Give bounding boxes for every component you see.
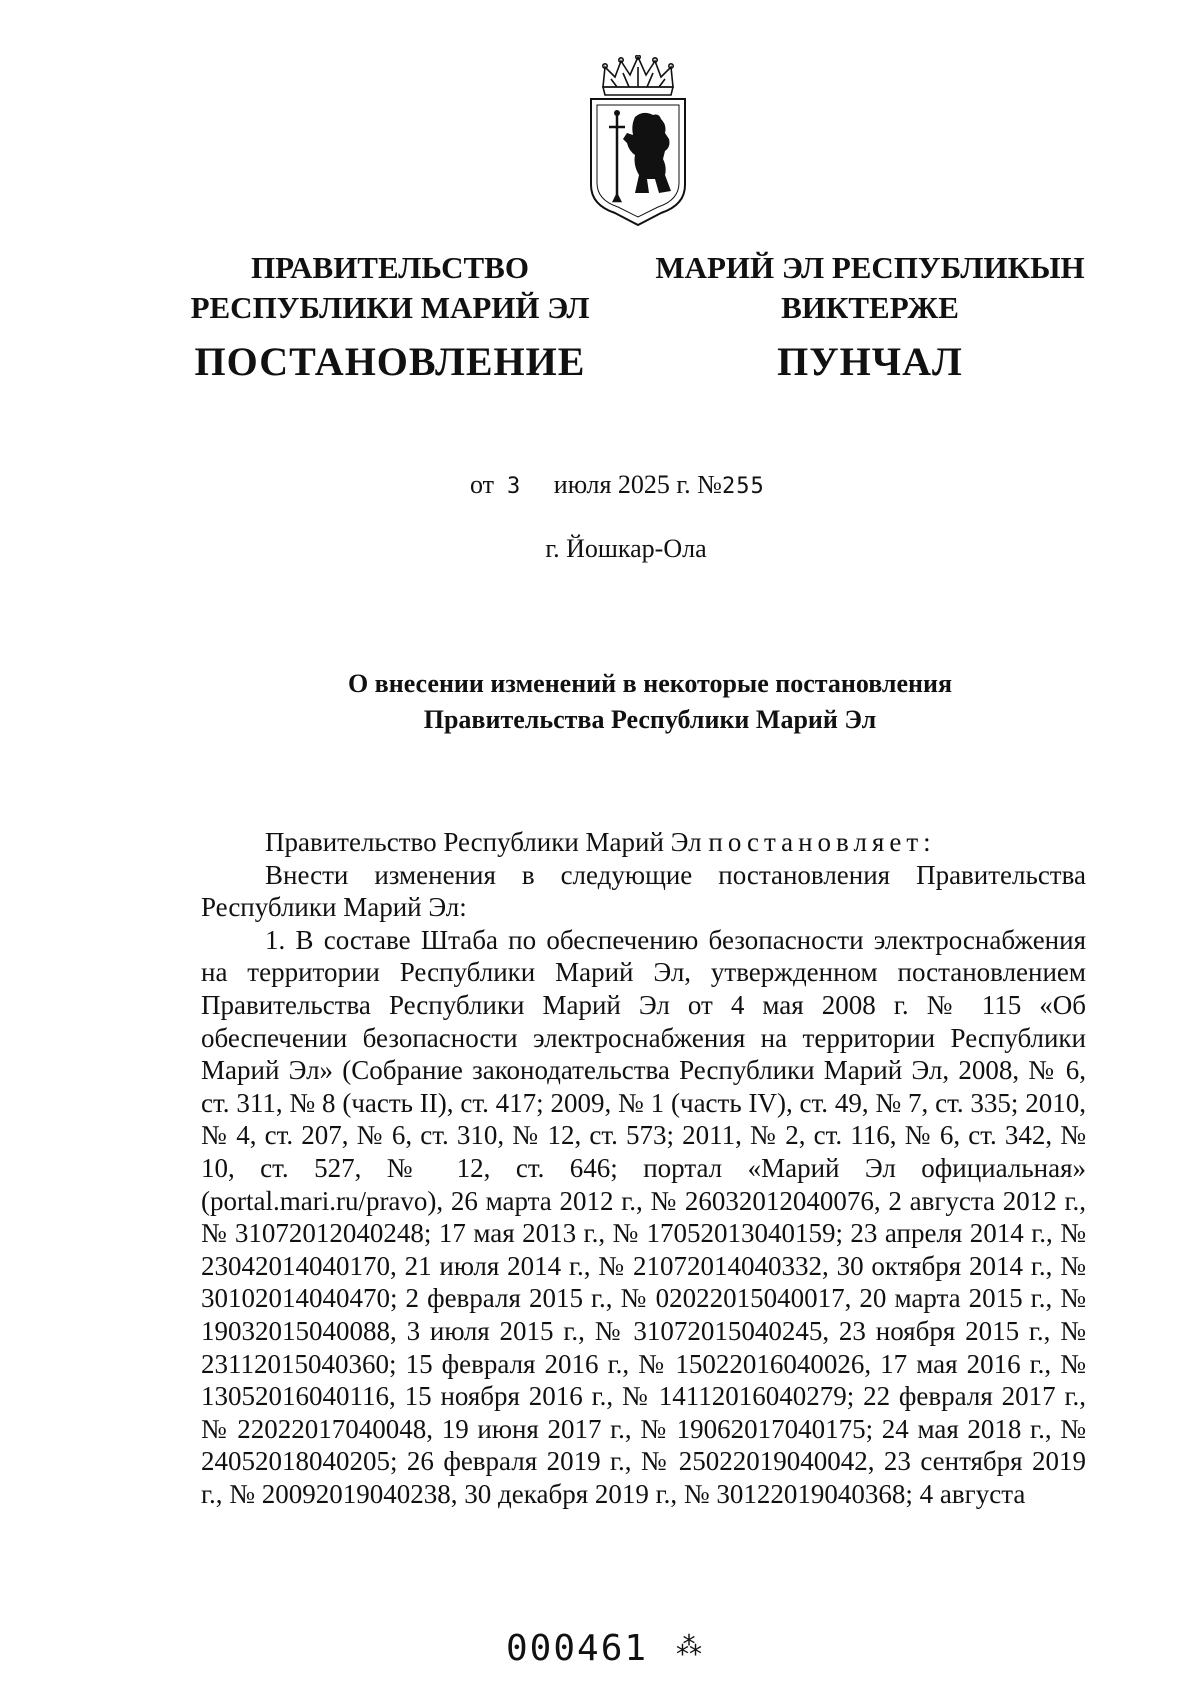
- body-p1-start: Правительство Республики Марий Эл: [265, 827, 702, 857]
- body-p1-resolves: постановляет:: [708, 827, 936, 857]
- city: г. Йошкар-Ола: [545, 534, 707, 563]
- date-prefix: от: [470, 470, 495, 499]
- serial-mark-icon: ⁂: [676, 1632, 702, 1662]
- document-date-line: [470, 470, 765, 500]
- document-number: 255: [721, 474, 765, 499]
- form-serial-number: 000461: [506, 1628, 649, 1669]
- issuer-russian: [190, 248, 590, 328]
- coat-of-arms-emblem: [583, 55, 693, 230]
- document-title: [200, 666, 1100, 738]
- issuer-mari-line1: МАРИЙ ЭЛ РЕСПУБЛИКЫН: [655, 250, 1085, 285]
- body-paragraph-intro: Внести изменения в следующие постановления Правительства Республики Марий Эл:: [201, 859, 1086, 923]
- body-paragraph-item-1: 1. В составе Штаба по обеспечению безопасности электроснабжения на территории Республики Марий Эл, утвержденном постановлением Правительства Республики Марий Эл от 4 мая 2008 г. № 115 «Об обеспечении безопасности электроснабжения на территории Республики Марий Эл» (Собрание законодательства Республики Марий Эл, 2008, № 6, ст. 311, № 8 (часть II), ст. 417; 2009, № 1 (часть IV), ст. 49, № 7, ст. 335; 2010, № 4, ст. 207, № 6, ст. 310, № 12, ст. 573; 2011, № 2, ст. 116, № 6, ст. 342, № 10, ст. 527, № 12, ст. 646; портал «Марий Эл официальная» (portal.mari.ru/pravo), 26 марта 2012 г., № 26032012040076, 2 августа 2012 г., № 31072012040248; 17 мая 2013 г., № 17052013040159; 23 апреля 2014 г., № 23042014040170, 21 июля 2014 г., № 21072014040332, 30 октября 2014 г., № 30102014040470; 2 февраля 2015 г., № 02022015040017, 20 марта 2015 г., № 19032015040088, 3 июля 2015 г., № 31072015040245, 23 ноября 2015 г., № 23112015040360; 15 февраля 2016 г., № 15022016040026, 17 мая 2016 г., № 13052016040116, 15 ноября 2016 г., № 14112016040279; 22 февраля 2017 г., № 22022017040048, 19 июня 2017 г., № 19062017040175; 24 мая 2018 г., № 24052018040205; 26 февраля 2019 г., № 25022019040042, 23 сентября 2019 г., № 20092019040238, 30 декабря 2019 г., № 30122019040368; 4 августа: [201, 924, 1086, 1509]
- date-month-year: июля 2025 г. №: [553, 470, 722, 499]
- issuer-mari-line2: ВИКТЕРЖЕ: [781, 290, 959, 325]
- document-title-line2: Правительства Республики Марий Эл: [423, 705, 877, 734]
- issuer-mari: [650, 248, 1090, 328]
- document-title-line1: О внесении изменений в некоторые постановления: [347, 669, 953, 698]
- document-body: [201, 826, 1086, 1510]
- date-day: 3: [507, 474, 522, 499]
- doc-type-russian: ПОСТАНОВЛЕНИЕ: [194, 339, 586, 384]
- issuer-russian-line1: ПРАВИТЕЛЬСТВО: [251, 250, 529, 285]
- issuer-russian-line2: РЕСПУБЛИКИ МАРИЙ ЭЛ: [190, 290, 590, 325]
- doc-type-mari: ПУНЧАЛ: [777, 339, 963, 384]
- body-paragraph-resolves: [201, 826, 1086, 859]
